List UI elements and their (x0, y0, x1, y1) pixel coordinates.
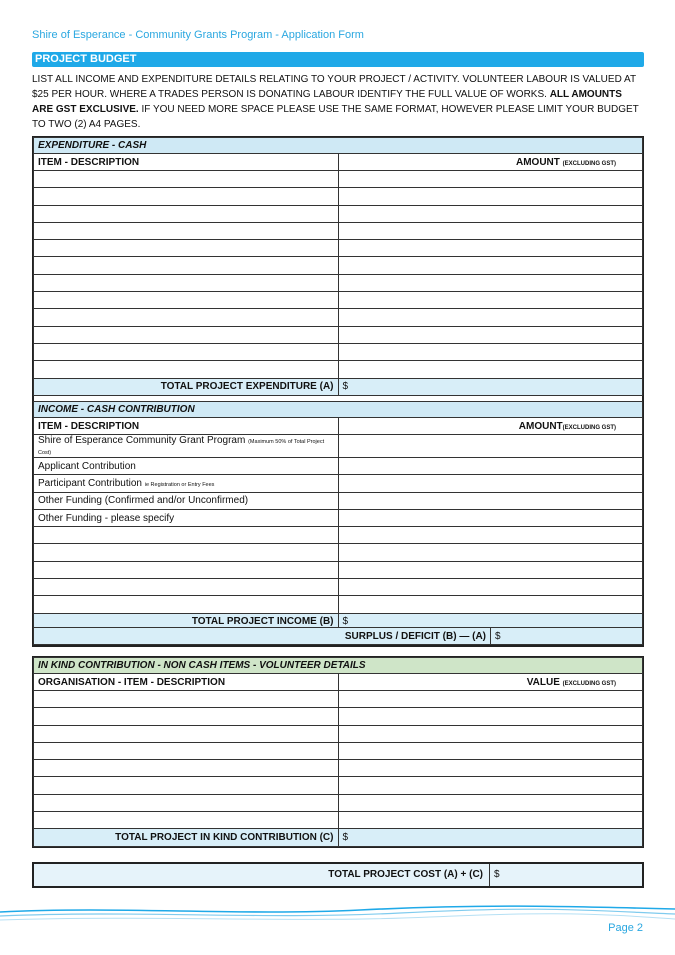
inkind-col-value: VALUE (EXCLUDING GST) (338, 674, 643, 691)
expenditure-column-row (34, 154, 643, 171)
inkind-value-cell[interactable] (338, 725, 643, 742)
expenditure-item-cell[interactable] (34, 274, 339, 291)
inkind-row (34, 794, 643, 811)
expenditure-row (34, 309, 643, 326)
expenditure-amount-cell[interactable] (338, 171, 643, 188)
inkind-value-cell[interactable] (338, 691, 643, 708)
section-title: PROJECT BUDGET (35, 53, 137, 65)
inkind-value-cell[interactable] (338, 794, 643, 811)
inkind-value-cell[interactable] (338, 708, 643, 725)
expenditure-item-cell[interactable] (34, 205, 339, 222)
income-amount-cell[interactable] (338, 509, 643, 526)
grand-total-label: TOTAL PROJECT COST (A) + (C) (34, 864, 490, 886)
grand-total-value[interactable]: $ (494, 869, 500, 880)
wave-decoration-icon (0, 900, 675, 928)
expenditure-amount-cell[interactable] (338, 292, 643, 309)
expenditure-row (34, 205, 643, 222)
inkind-item-cell[interactable] (34, 794, 339, 811)
income-amount-cell[interactable] (338, 435, 643, 458)
expenditure-item-cell[interactable] (34, 257, 339, 274)
income-column-row (34, 418, 643, 435)
income-amount-cell[interactable] (338, 596, 643, 613)
expenditure-item-cell[interactable] (34, 361, 339, 378)
income-item-participant: Participant Contribution ie Registration or Entry Fees (34, 475, 339, 492)
expenditure-row (34, 361, 643, 378)
inkind-item-cell[interactable] (34, 691, 339, 708)
expenditure-amount-cell[interactable] (338, 274, 643, 291)
expenditure-col-item: ITEM - DESCRIPTION (34, 154, 339, 171)
income-amount-cell[interactable] (338, 527, 643, 544)
inkind-table (33, 657, 643, 847)
income-title: INCOME - CASH CONTRIBUTION (34, 402, 643, 418)
inkind-title: IN KIND CONTRIBUTION - NON CASH ITEMS - VOLUNTEER DETAILS (34, 658, 643, 674)
surplus-table (33, 627, 643, 645)
surplus-value[interactable]: $ (491, 628, 643, 645)
income-amount-cell[interactable] (338, 579, 643, 596)
income-row (34, 596, 643, 613)
surplus-row (34, 628, 643, 645)
inkind-row (34, 760, 643, 777)
inkind-total-row (34, 829, 643, 846)
instructions-paragraph (32, 72, 644, 132)
surplus-label: SURPLUS / DEFICIT (B) — (A) (34, 628, 491, 645)
income-item-cell[interactable] (34, 596, 339, 613)
income-item-cell[interactable] (34, 561, 339, 578)
expenditure-item-cell[interactable] (34, 188, 339, 205)
expenditure-total-value[interactable]: $ (338, 378, 643, 395)
inkind-row (34, 742, 643, 759)
document-header: Shire of Esperance - Community Grants Program - Application Form (32, 29, 364, 41)
income-row (34, 509, 643, 526)
inkind-value-cell[interactable] (338, 760, 643, 777)
income-row (34, 544, 643, 561)
expenditure-amount-cell[interactable] (338, 343, 643, 360)
expenditure-row (34, 188, 643, 205)
expenditure-row (34, 326, 643, 343)
expenditure-row (34, 274, 643, 291)
inkind-row (34, 812, 643, 829)
expenditure-row (34, 222, 643, 239)
expenditure-row (34, 343, 643, 360)
expenditure-total-label: TOTAL PROJECT EXPENDITURE (A) (34, 378, 339, 395)
inkind-value-cell[interactable] (338, 812, 643, 829)
grand-total-row (32, 862, 644, 888)
expenditure-row (34, 171, 643, 188)
inkind-row (34, 725, 643, 742)
section-title-bar (32, 52, 644, 67)
inkind-item-cell[interactable] (34, 812, 339, 829)
income-row (34, 435, 643, 458)
inkind-row (34, 708, 643, 725)
inkind-total-value[interactable]: $ (338, 829, 643, 846)
expenditure-amount-cell[interactable] (338, 326, 643, 343)
expenditure-title: EXPENDITURE - CASH (34, 138, 643, 154)
income-amount-cell[interactable] (338, 475, 643, 492)
income-amount-cell[interactable] (338, 492, 643, 509)
income-row (34, 579, 643, 596)
income-table (33, 401, 643, 631)
inkind-row (34, 777, 643, 794)
inkind-header-row (34, 658, 643, 674)
instructions-text-2: IF YOU NEED MORE SPACE PLEASE USE THE SAME FORMAT, HOWEVER PLEASE LIMIT YOUR BUDGET TO TWO (2) A4 PAGES. (32, 104, 639, 130)
income-item-cell[interactable] (34, 544, 339, 561)
expenditure-row (34, 292, 643, 309)
income-col-amount: AMOUNT(EXCLUDING GST) (338, 418, 643, 435)
inkind-item-cell[interactable] (34, 708, 339, 725)
inkind-item-cell[interactable] (34, 725, 339, 742)
expenditure-item-cell[interactable] (34, 309, 339, 326)
expenditure-item-cell[interactable] (34, 343, 339, 360)
inkind-column-row (34, 674, 643, 691)
expenditure-amount-cell[interactable] (338, 222, 643, 239)
expenditure-amount-cell[interactable] (338, 240, 643, 257)
expenditure-item-cell[interactable] (34, 292, 339, 309)
expenditure-item-cell[interactable] (34, 171, 339, 188)
income-row (34, 475, 643, 492)
income-total-label: TOTAL PROJECT INCOME (B) (34, 613, 339, 630)
page-number: Page 2 (608, 922, 643, 934)
income-amount-cell[interactable] (338, 458, 643, 475)
expenditure-amount-cell[interactable] (338, 361, 643, 378)
income-amount-cell[interactable] (338, 544, 643, 561)
income-col-item: ITEM - DESCRIPTION (34, 418, 339, 435)
expenditure-col-amount: AMOUNT (EXCLUDING GST) (338, 154, 643, 171)
instructions-bold: ALL AMOUNTS ARE GST EXCLUSIVE. (32, 89, 622, 115)
inkind-item-cell[interactable] (34, 777, 339, 794)
expenditure-row (34, 240, 643, 257)
inkind-value-cell[interactable] (338, 777, 643, 794)
expenditure-amount-cell[interactable] (338, 257, 643, 274)
income-item-shire-grant: Shire of Esperance Community Grant Program (Maximum 50% of Total Project Cost) (34, 435, 339, 458)
expenditure-row (34, 257, 643, 274)
inkind-total-label: TOTAL PROJECT IN KIND CONTRIBUTION (C) (34, 829, 339, 846)
income-row (34, 527, 643, 544)
expenditure-item-cell[interactable] (34, 240, 339, 257)
expenditure-total-row (34, 378, 643, 395)
income-item-cell[interactable] (34, 579, 339, 596)
inkind-row (34, 691, 643, 708)
expenditure-item-cell[interactable] (34, 326, 339, 343)
expenditure-amount-cell[interactable] (338, 205, 643, 222)
inkind-value-cell[interactable] (338, 742, 643, 759)
instructions-text-1: LIST ALL INCOME AND EXPENDITURE DETAILS RELATING TO YOUR PROJECT / ACTIVITY. VOLUNTEER LABOUR IS VALUED AT $25 PER HOUR. WHERE A TRADES PERSON IS DONATING LABOUR IDENTIFY THE FULL VALUE OF WORKS. (32, 74, 636, 100)
income-amount-cell[interactable] (338, 561, 643, 578)
income-item-cell[interactable] (34, 527, 339, 544)
income-total-value[interactable]: $ (338, 613, 643, 630)
inkind-item-cell[interactable] (34, 760, 339, 777)
income-row (34, 492, 643, 509)
inkind-col-item: ORGANISATION - ITEM - DESCRIPTION (34, 674, 339, 691)
income-row (34, 458, 643, 475)
expenditure-amount-cell[interactable] (338, 309, 643, 326)
expenditure-table (33, 137, 643, 396)
income-item-other-funding: Other Funding (Confirmed and/or Unconfirmed) (34, 492, 339, 509)
expenditure-amount-cell[interactable] (338, 188, 643, 205)
income-item-other-specify: Other Funding - please specify (34, 509, 339, 526)
expenditure-header-row (34, 138, 643, 154)
income-row (34, 561, 643, 578)
income-item-applicant: Applicant Contribution (34, 458, 339, 475)
inkind-item-cell[interactable] (34, 742, 339, 759)
expenditure-item-cell[interactable] (34, 222, 339, 239)
income-header-row (34, 402, 643, 418)
